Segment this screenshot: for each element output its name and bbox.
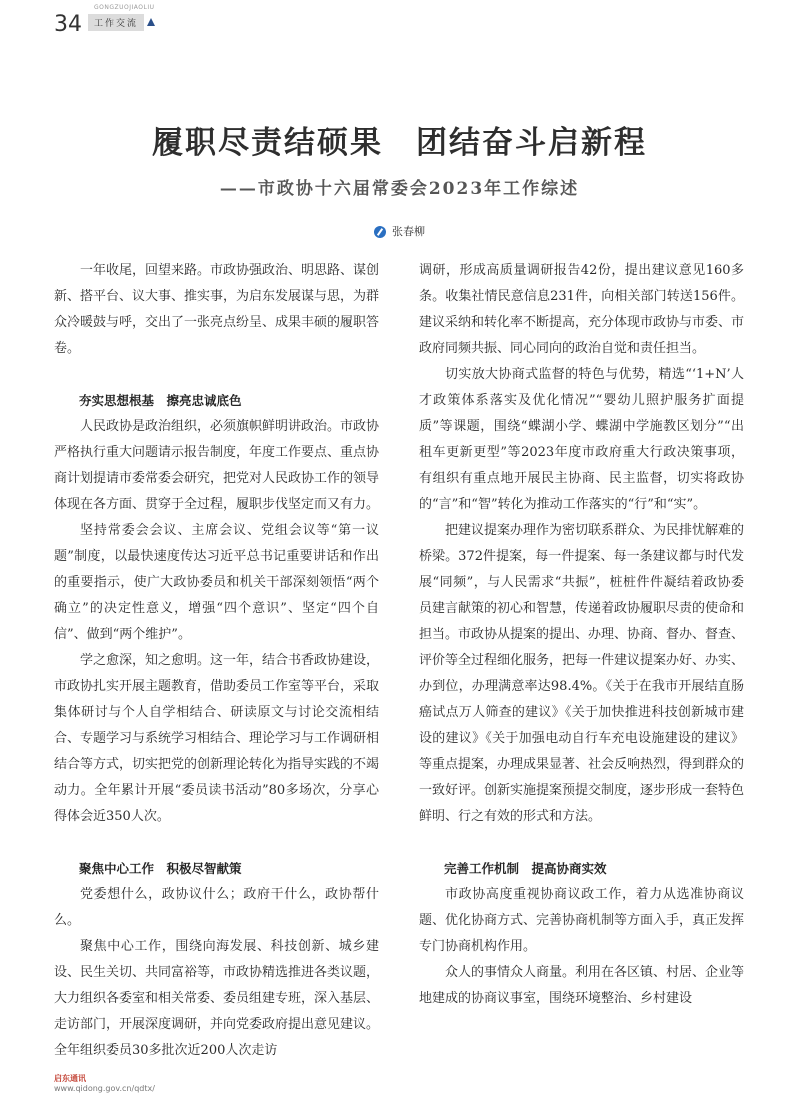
footer-url[interactable]: www.qidong.gov.cn/qdtx/	[54, 1084, 155, 1093]
paragraph: 党委想什么，政协议什么；政府干什么，政协帮什么。	[54, 887, 379, 928]
article-title: 履职尽责结硕果 团结奋斗启新程	[152, 125, 647, 161]
paragraph: 把建议提案办理作为密切联系群众、为民排忧解难的桥梁。372件提案，每一件提案、每一条建议都与时代发展“同频”，与人民需求“共振”，桩桩件件凝结着政协委员建言献策的初心和智慧，传递着政协履职尽责的使命和担当。市政协从提案的提出、办理、协商、督办、督查、评价等全过程细化服务，把每一件建议提案办好、办实、办到位，办理满意率达98.4%。《关于在我市开展结直肠癌试点万人筛查的建议》《关于加快推进科技创新城市建设的建议》《关于加强电动自行车充电设施建设的建议》等重点提案，办理成果显著、社会反响热烈，得到群众的一致好评。创新实施提案预提交制度，逐步形成一套特色鲜明、行之有效的形式和方法。	[419, 523, 745, 824]
section-tag	[88, 4, 178, 31]
footer	[54, 1074, 155, 1094]
author-name: 张春柳	[392, 225, 425, 238]
section-heading-2: 聚焦中心工作 积极尽智献策	[79, 861, 242, 876]
page-number: 34	[54, 12, 82, 37]
triangle-icon	[147, 18, 155, 26]
paragraph: 众人的事情众人商量。利用在各区镇、村居、企业等地建成的协商议事室，围绕环境整治、乡村建设	[419, 965, 745, 1006]
footer-brand: 启东通讯	[54, 1074, 86, 1083]
author-line	[0, 223, 799, 239]
intro-paragraph: 一年收尾，回望来路。市政协强政治、明思路、谋创新、搭平台、议大事、推实事，为启东发展谋与思，为群众冷暖鼓与呼，交出了一张亮点纷呈、成果丰硕的履职答卷。	[54, 263, 380, 356]
paragraph: 市政协高度重视协商议政工作，着力从选准协商议题、优化协商方式、完善协商机制等方面入手，真正发挥专门协商机构作用。	[419, 887, 745, 954]
paragraph: 人民政协是政治组织，必须旗帜鲜明讲政治。市政协严格执行重大问题请示报告制度，年度工作要点、重点协商计划提请市委常委会研究，把党对人民政协工作的领导体现在各方面、贯穿于全过程，履职步伐坚定而又有力。	[54, 419, 380, 512]
section-label: 工作交流	[88, 14, 144, 31]
right-column	[419, 258, 744, 1012]
paragraph: 坚持常委会会议、主席会议、党组会议等“第一议题”制度，以最快速度传达习近平总书记重要讲话和作出的重要指示，使广大政协委员和机关干部深刻领悟“两个确立”的决定性意义，增强“四个意识”、坚定“四个自信”、做到“两个维护”。	[54, 523, 379, 642]
left-column	[54, 258, 379, 1064]
section-pinyin: GONGZUOJIAOLIU	[94, 4, 155, 11]
section-heading-3: 完善工作机制 提高协商实效	[444, 861, 607, 876]
section-heading-1: 夯实思想根基 擦亮忠诚底色	[79, 393, 242, 408]
pen-icon	[374, 226, 386, 238]
paragraph: 切实放大协商式监督的特色与优势，精选“‘1+N’人才政策体系落实及优化情况”“婴幼儿照护服务扩面提质”等课题，围绕“蝶湖小学、蝶湖中学施教区划分”“出租车更新更型”等2023年度市政府重大行政决策事项，有组织有重点地开展民主协商、民主监督，切实将政协的“言”和“智”转化为推动工作落实的“行”和“实”。	[419, 367, 744, 512]
paragraph: 聚焦中心工作，围绕向海发展、科技创新、城乡建设、民生关切、共同富裕等，市政协精选推进各类议题，大力组织各委室和相关常委、委员组建专班，深入基层、走访部门，开展深度调研，并向党委政府提出意见建议。全年组织委员30多批次近200人次走访	[54, 939, 380, 1058]
paragraph: 学之愈深，知之愈明。这一年，结合书香政协建设，市政协扎实开展主题教育，借助委员工作室等平台，采取集体研讨与个人自学相结合、研读原文与讨论交流相结合、专题学习与系统学习相结合、理论学习与工作调研相结合等方式，切实把党的创新理论转化为指导实践的不竭动力。全年累计开展“委员读书活动”80多场次，分享心得体会近350人次。	[54, 653, 380, 824]
paragraph: 调研，形成高质量调研报告42份，提出建议意见160多条。收集社情民意信息231件，向相关部门转送156件。建议采纳和转化率不断提高，充分体现市政协与市委、市政府同频共振、同心同向的政治自觉和责任担当。	[419, 263, 745, 356]
article-subtitle: ——市政协十六届常委会2023年工作综述	[219, 179, 580, 199]
